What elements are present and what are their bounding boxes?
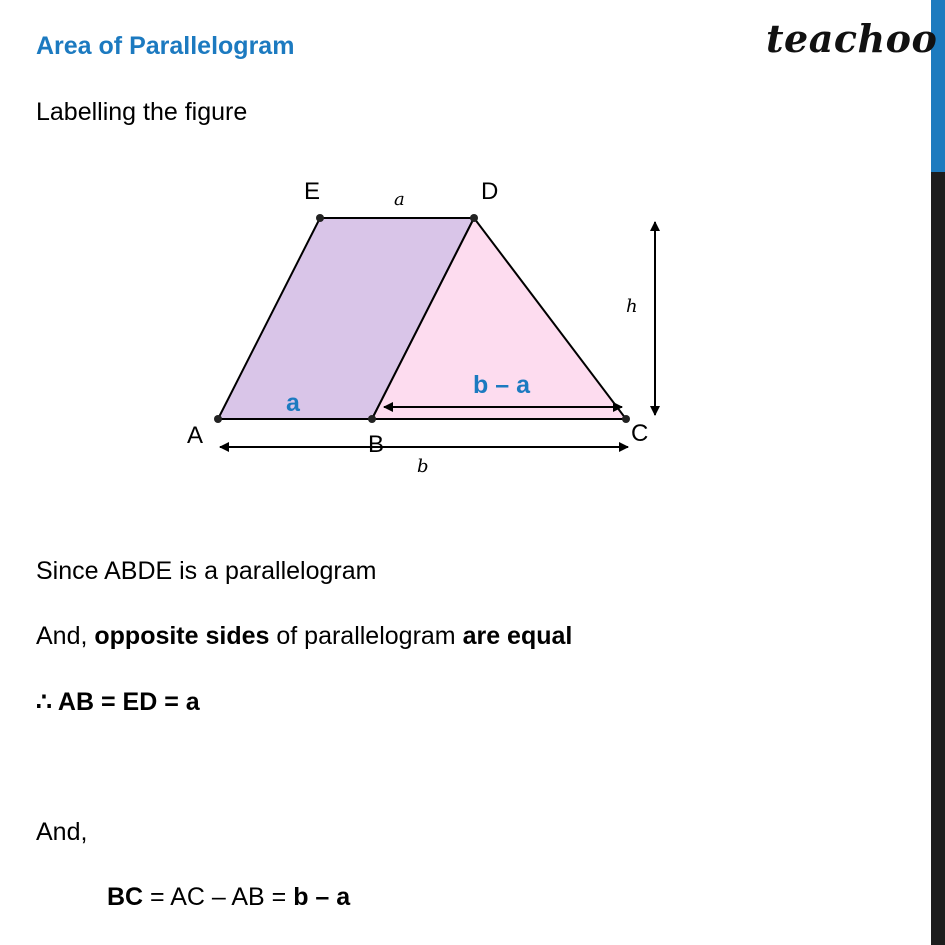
statement-line-5 — [107, 883, 350, 912]
vertex-label-c: C — [631, 420, 649, 447]
vertex-label-e: E — [304, 178, 321, 205]
vertex-dot-d — [470, 214, 478, 222]
vertex-dot-e — [316, 214, 324, 222]
label-height-h: h — [626, 296, 638, 317]
statement-2-bold-2: are equal — [462, 622, 573, 650]
statement-2-part-1: And, — [36, 622, 95, 650]
vertex-dot-a — [214, 415, 222, 423]
label-ab-a: a — [286, 389, 300, 417]
vertex-dot-b — [368, 415, 376, 423]
statement-line-1: Since ABDE is a parallelogram — [36, 557, 377, 585]
teachoo-logo: teachoo — [766, 16, 938, 61]
intro-text: Labelling the figure — [36, 98, 248, 126]
statement-line-2 — [36, 622, 572, 651]
statement-5-part-1: = AC – AB = — [143, 883, 294, 911]
vertex-dot-c — [622, 415, 630, 423]
statement-2-part-2: of parallelogram — [269, 622, 463, 650]
vertex-label-a: A — [187, 422, 204, 449]
statement-5-bold-2: b – a — [293, 883, 351, 911]
statement-2-bold-1: opposite sides — [94, 622, 270, 650]
label-bc: b – a — [473, 371, 530, 399]
statement-5-bold-1: BC — [107, 883, 144, 911]
statement-line-3: ∴ AB = ED = a — [36, 688, 200, 716]
page-title: Area of Parallelogram — [36, 32, 295, 60]
vertex-label-b: B — [368, 431, 385, 458]
statement-line-4: And, — [36, 818, 88, 846]
label-top-a: a — [394, 189, 405, 210]
vertex-label-d: D — [481, 178, 499, 205]
label-bottom-b: b — [417, 456, 429, 477]
